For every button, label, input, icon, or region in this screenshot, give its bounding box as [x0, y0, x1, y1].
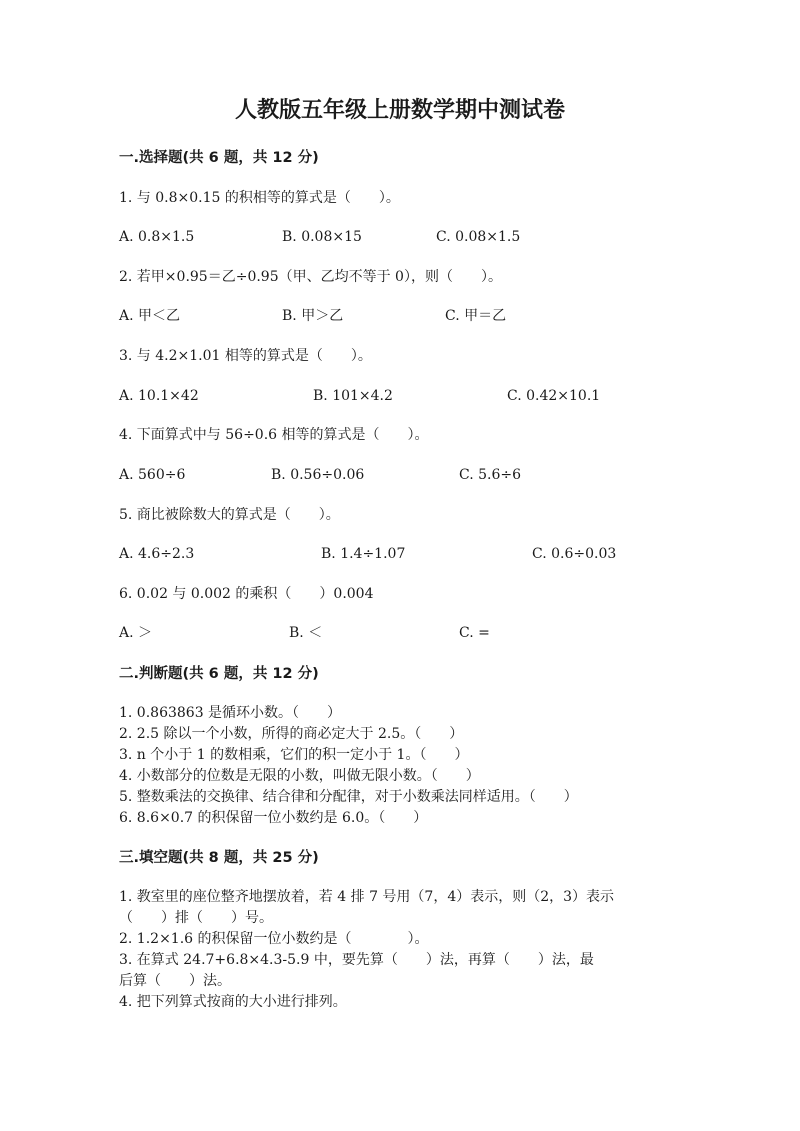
option-b: B. ＜: [289, 625, 323, 641]
judgement-item: 2. 2.5 除以一个小数，所得的商必定大于 2.5。（ ）: [119, 726, 464, 742]
option-c: C. 0.6÷0.03: [532, 546, 617, 562]
fill-blank-line: 3. 在算式 24.7+6.8×4.3-5.9 中，要先算（ ）法，再算（ ）法，最: [119, 952, 594, 968]
judgement-item: 6. 8.6×0.7 的积保留一位小数约是 6.0。（ ）: [119, 810, 428, 826]
question-text: 3. 与 4.2×1.01 相等的算式是（ ）。: [119, 348, 372, 364]
option-b: B. 0.56÷0.06: [271, 467, 365, 483]
fill-blank-line: 后算（ ）法。: [119, 973, 231, 989]
fill-blank-line: 4. 把下列算式按商的大小进行排列。: [119, 994, 347, 1010]
option-a: A. 0.8×1.5: [119, 229, 195, 245]
option-c: C. =: [459, 625, 490, 641]
option-b: B. 101×4.2: [313, 388, 393, 404]
option-b: B. 1.4÷1.07: [321, 546, 406, 562]
option-a: A. ＞: [119, 625, 153, 641]
fill-blank-line: 2. 1.2×1.6 的积保留一位小数约是（ ）。: [119, 931, 429, 947]
option-c: C. 5.6÷6: [459, 467, 522, 483]
option-a: A. 560÷6: [119, 467, 186, 483]
option-a: A. 10.1×42: [119, 388, 199, 404]
option-b: B. 甲＞乙: [282, 308, 344, 324]
section-heading-choice: 一.选择题(共 6 题，共 12 分): [119, 150, 319, 166]
judgement-item: 3. n 个小于 1 的数相乘，它们的积一定小于 1。（ ）: [119, 747, 469, 763]
question-text: 6. 0.02 与 0.002 的乘积（ ）0.004: [119, 586, 374, 602]
option-c: C. 甲＝乙: [445, 308, 507, 324]
option-c: C. 0.08×1.5: [436, 229, 521, 245]
judgement-item: 4. 小数部分的位数是无限的小数，叫做无限小数。（ ）: [119, 768, 480, 784]
option-b: B. 0.08×15: [282, 229, 362, 245]
fill-blank-line: （ ）排（ ）号。: [119, 910, 273, 926]
question-text: 2. 若甲×0.95＝乙÷0.95（甲、乙均不等于 0），则（ ）。: [119, 269, 502, 285]
section-heading-fill-blank: 三.填空题(共 8 题，共 25 分): [119, 850, 319, 866]
question-text: 5. 商比被除数大的算式是（ ）。: [119, 507, 340, 523]
option-c: C. 0.42×10.1: [507, 388, 601, 404]
page-title: 人教版五年级上册数学期中测试卷: [234, 98, 565, 123]
section-heading-judgement: 二.判断题(共 6 题，共 12 分): [119, 666, 319, 682]
option-a: A. 甲＜乙: [119, 308, 181, 324]
fill-blank-line: 1. 教室里的座位整齐地摆放着，若 4 排 7 号用（7，4）表示，则（2，3）表示: [119, 889, 615, 905]
question-text: 4. 下面算式中与 56÷0.6 相等的算式是（ ）。: [119, 427, 429, 443]
question-text: 1. 与 0.8×0.15 的积相等的算式是（ ）。: [119, 190, 400, 206]
judgement-item: 5. 整数乘法的交换律、结合律和分配律，对于小数乘法同样适用。（ ）: [119, 789, 578, 805]
option-a: A. 4.6÷2.3: [119, 546, 195, 562]
judgement-item: 1. 0.863863 是循环小数。（ ）: [119, 705, 342, 721]
